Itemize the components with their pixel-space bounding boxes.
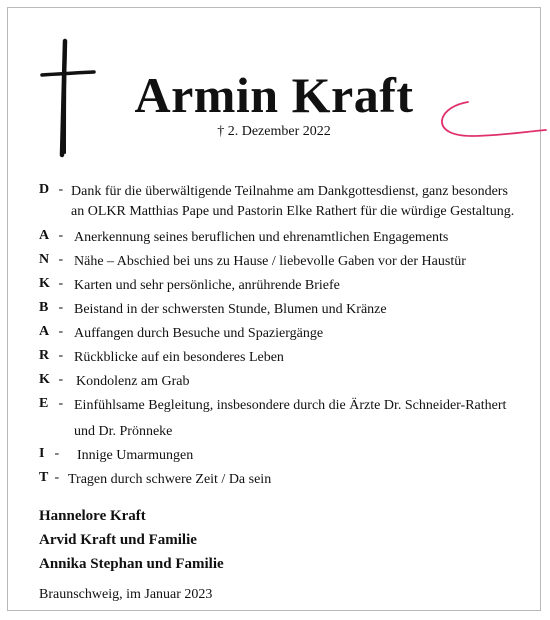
- acrostic-letter: I: [39, 446, 45, 461]
- acrostic-item: A - Auffangen durch Besuche und Spaziergänge: [39, 324, 529, 344]
- signers: [39, 504, 224, 576]
- acrostic-item: I - Innige Umarmungen: [39, 446, 529, 466]
- acrostic-letter: K: [39, 276, 50, 291]
- acrostic-text: Innige Umarmungen: [77, 448, 194, 463]
- acrostic-letter: A: [39, 228, 50, 243]
- acrostic-text: Anerkennung seines beruflichen und ehrenamtlichen Engagements: [74, 230, 449, 245]
- deceased-name: Armin Kraft: [134, 67, 414, 123]
- acrostic-item: T - Tragen durch schwere Zeit / Da sein: [39, 470, 529, 490]
- signer: Arvid Kraft und Familie: [39, 532, 197, 548]
- acrostic-letter: R: [39, 348, 50, 363]
- acrostic-letter: B: [39, 300, 49, 315]
- acrostic-item: E - Einfühlsame Begleitung, insbesondere durch die Ärzte Dr. Schneider-Rathert: [39, 396, 529, 416]
- signer: Hannelore Kraft: [39, 508, 146, 524]
- signer: Annika Stephan und Familie: [39, 556, 224, 572]
- obituary-notice: [7, 7, 541, 611]
- acrostic-text: Beistand in der schwersten Stunde, Blumen und Kränze: [74, 302, 387, 317]
- acrostic-letter: A: [39, 324, 50, 339]
- acrostic-text: Auffangen durch Besuche und Spaziergänge: [74, 326, 324, 341]
- acrostic-item: R - Rückblicke auf ein besonderes Leben: [39, 348, 529, 368]
- acrostic-text: Tragen durch schwere Zeit / Da sein: [68, 472, 272, 487]
- acrostic-letter: E: [39, 396, 49, 411]
- acrostic-text: Rückblicke auf ein besonderes Leben: [74, 350, 284, 365]
- acrostic-text: Nähe – Abschied bei uns zu Hause / liebevolle Gaben vor der Haustür: [74, 254, 466, 269]
- acrostic-item: N - Nähe – Abschied bei uns zu Hause / liebevolle Gaben vor der Haustür: [39, 252, 529, 272]
- acrostic-item: D - Dank für die überwältigende Teilnahme am Dankgottesdienst, ganz besonders: [39, 182, 529, 202]
- acrostic-letter: K: [39, 372, 50, 387]
- death-date: † 2. Dezember 2022: [217, 124, 331, 139]
- acrostic-item: A - Anerkennung seines beruflichen und ehrenamtlichen Engagements: [39, 228, 529, 248]
- acrostic-item: B - Beistand in der schwersten Stunde, Blumen und Kränze: [39, 300, 529, 320]
- acrostic-letter: T: [39, 470, 49, 485]
- acrostic-text: Karten und sehr persönliche, anrührende Briefe: [74, 278, 340, 293]
- place-date: Braunschweig, im Januar 2023: [39, 587, 213, 602]
- acrostic-text-continued: an OLKR Matthias Pape und Pastorin Elke Rathert für die würdige Gestaltung.: [71, 204, 515, 219]
- acrostic-text: Kondolenz am Grab: [76, 374, 190, 389]
- acrostic-item: K - Kondolenz am Grab: [39, 372, 529, 392]
- acrostic-text-continued: und Dr. Prönneke: [74, 424, 173, 439]
- acrostic-letter: D: [39, 182, 50, 197]
- acrostic-item: K - Karten und sehr persönliche, anrührende Briefe: [39, 276, 529, 296]
- acrostic-text: Einfühlsame Begleitung, insbesondere durch die Ärzte Dr. Schneider-Rathert: [74, 398, 507, 413]
- acrostic-letter: N: [39, 252, 50, 267]
- acrostic-text: Dank für die überwältigende Teilnahme am Dankgottesdienst, ganz besonders: [71, 184, 508, 199]
